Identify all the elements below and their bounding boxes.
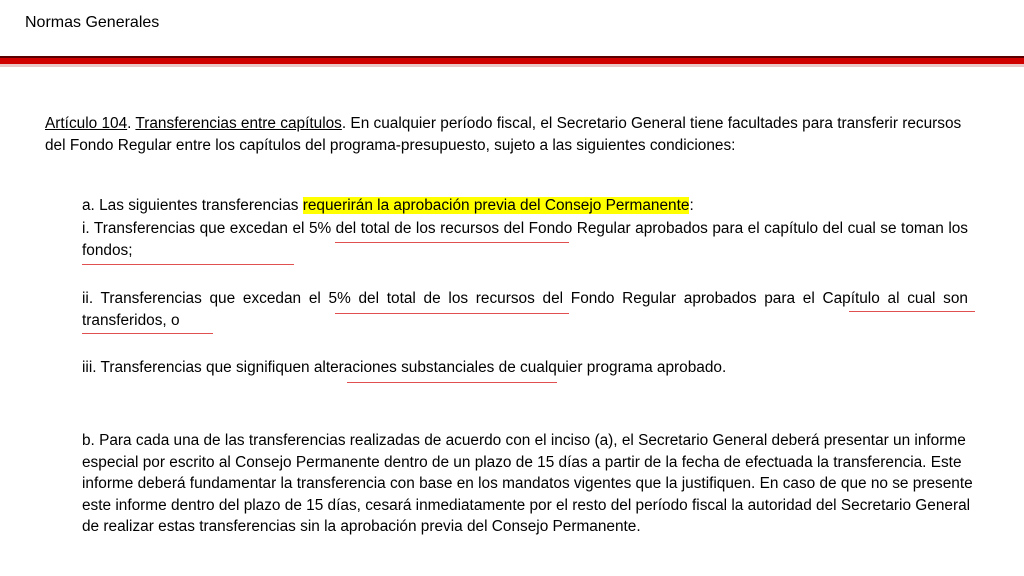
section-a-highlight: requerirán la aprobación previa del Consejo Permanente: [302, 197, 690, 214]
article-dot: .: [127, 115, 136, 132]
annotation-underline: [347, 382, 557, 383]
item-iii: iii. Transferencias que signifiquen alteraciones substanciales de cualquier programa aprobado.: [82, 359, 727, 376]
section-a-prefix: a. Las siguientes transferencias: [82, 197, 303, 214]
annotation-underline: [82, 264, 294, 265]
section-a: [82, 195, 968, 217]
article-paragraph: [45, 113, 965, 156]
article-intro: . En cualquier período fiscal, el Secretario General tiene facultades para transferir recursos del Fondo Regular entre los capítulos del programa-presupuesto, sujeto a las siguientes condiciones:: [45, 115, 962, 154]
annotation-underline: [82, 333, 213, 334]
article-heading: Transferencias entre capítulos: [135, 115, 342, 132]
item-i: i. Transferencias que excedan el 5% del total de los recursos del Fondo Regular aprobados para el capítulo del cual se toman los fondos;: [82, 220, 968, 259]
annotation-underline: [335, 313, 569, 314]
article-number: Artículo 104: [45, 115, 128, 132]
section-a-suffix: :: [689, 197, 694, 214]
annotation-underline: [849, 311, 975, 312]
header-accent-shadow: [0, 64, 1024, 67]
section-b: b. Para cada una de las transferencias realizadas de acuerdo con el inciso (a), el Secretario General deberá presentar un informe especial por escrito al Consejo Permanente dentro de un plazo de 15 días a partir de la fecha de efectuada la transferencia. Este informe deberá fundamentar la transferencia con base en los mandatos vigentes que la justifiquen. En caso de que no se presente este informe dentro del plazo de 15 días, cesará inmediatamente por el resto del período fiscal la autoridad del Secretario General de realizar estas transferencias sin la aprobación previa del Consejo Permanente.: [82, 432, 973, 535]
item-ii: ii. Transferencias que excedan el 5% del total de los recursos del Fondo Regular aprobados para el Capítulo al cual son transferidos, o: [82, 290, 968, 329]
annotation-underline: [335, 242, 569, 243]
page-title: Normas Generales: [25, 14, 160, 31]
